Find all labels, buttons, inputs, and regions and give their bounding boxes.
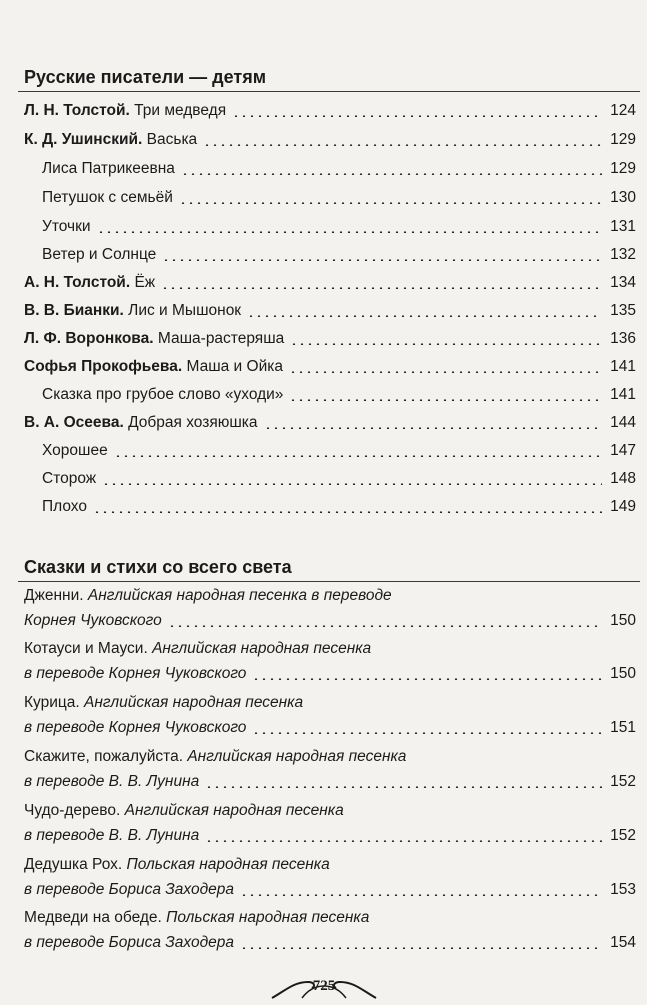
section-title: Сказки и стихи со всего света bbox=[24, 557, 292, 577]
entry-page: 134 bbox=[610, 274, 636, 291]
dot-leader bbox=[252, 678, 602, 680]
entry-title: Маша и Ойка bbox=[186, 358, 283, 375]
toc-entry bbox=[24, 745, 636, 794]
entry-page: 152 bbox=[610, 773, 636, 790]
entry-page: 129 bbox=[610, 131, 636, 148]
dot-leader bbox=[93, 511, 602, 513]
dot-leader bbox=[162, 259, 602, 261]
divider bbox=[18, 91, 640, 92]
entry-author: Л. Н. Толстой. bbox=[24, 102, 130, 119]
entry-page: 131 bbox=[610, 218, 636, 235]
dot-leader bbox=[247, 315, 602, 317]
entry-description: Английская народная песенка bbox=[84, 694, 304, 711]
dot-leader bbox=[181, 173, 602, 175]
dot-leader bbox=[240, 894, 602, 896]
entry-title: Дедушка Рох. bbox=[24, 856, 123, 873]
entry-description: Английская народная песенка bbox=[124, 802, 344, 819]
dot-leader bbox=[205, 786, 602, 788]
entry-page: 153 bbox=[610, 881, 636, 898]
entry-page: 141 bbox=[610, 386, 636, 403]
toc-entry bbox=[24, 691, 636, 740]
entry-title: Плохо bbox=[42, 498, 88, 515]
dot-leader bbox=[264, 427, 602, 429]
entry-description: Английская народная песенка bbox=[152, 640, 372, 657]
toc-entry bbox=[42, 439, 636, 465]
entry-title: Ветер и Солнце bbox=[42, 246, 157, 263]
dot-leader bbox=[205, 840, 602, 842]
dot-leader bbox=[102, 483, 602, 485]
entry-title: Сторож bbox=[42, 470, 97, 487]
entry-title: Васька bbox=[146, 131, 198, 148]
entry-page: 141 bbox=[610, 358, 636, 375]
entry-title: Курица. bbox=[24, 694, 80, 711]
entry-page: 148 bbox=[610, 470, 636, 487]
entry-author: Софья Прокофьева. bbox=[24, 358, 183, 375]
entry-description: в переводе В. В. Лунина bbox=[24, 773, 200, 790]
toc-entry bbox=[24, 906, 636, 955]
dot-leader bbox=[290, 343, 602, 345]
entry-description: в переводе Бориса Заходера bbox=[24, 881, 235, 898]
entry-author: В. А. Осеева. bbox=[24, 414, 124, 431]
entry-description: в переводе Бориса Заходера bbox=[24, 934, 235, 951]
entry-page: 151 bbox=[610, 719, 636, 736]
entry-page: 152 bbox=[610, 827, 636, 844]
entry-author: В. В. Бианки. bbox=[24, 302, 124, 319]
toc-entry bbox=[24, 299, 636, 325]
toc-entry bbox=[42, 495, 636, 521]
toc-entry bbox=[24, 799, 636, 848]
toc-entry bbox=[42, 383, 636, 409]
entry-description: Английская народная песенка в переводе bbox=[87, 587, 392, 604]
entry-title: Хорошее bbox=[42, 442, 108, 459]
page-number-ornament bbox=[268, 968, 380, 1000]
toc-entry bbox=[24, 853, 636, 902]
entry-page: 150 bbox=[610, 665, 636, 682]
entry-page: 154 bbox=[610, 934, 636, 951]
entry-title: Дженни. bbox=[24, 587, 84, 604]
toc-entry bbox=[42, 243, 636, 269]
toc-entry bbox=[42, 157, 636, 183]
entry-title: Лиса Патрикеевна bbox=[42, 160, 175, 177]
toc-entry bbox=[24, 411, 636, 437]
toc-entry bbox=[24, 327, 636, 353]
entry-title: Медведи на обеде. bbox=[24, 909, 162, 926]
entry-description: Корнея Чуковского bbox=[24, 612, 162, 629]
toc-entry bbox=[24, 128, 636, 154]
entry-description: Польская народная песенка bbox=[126, 856, 330, 873]
dot-leader bbox=[240, 947, 602, 949]
dot-leader bbox=[179, 202, 602, 204]
entry-page: 135 bbox=[610, 302, 636, 319]
entry-page: 124 bbox=[610, 102, 636, 119]
entry-page: 136 bbox=[610, 330, 636, 347]
entry-description: в переводе В. В. Лунина bbox=[24, 827, 200, 844]
entry-description: в переводе Корнея Чуковского bbox=[24, 665, 247, 682]
toc-entry bbox=[42, 186, 636, 212]
entry-page: 144 bbox=[610, 414, 636, 431]
toc-entry bbox=[24, 584, 636, 633]
entry-page: 150 bbox=[610, 612, 636, 629]
dot-leader bbox=[289, 399, 602, 401]
page-number: 725 bbox=[312, 978, 336, 994]
dot-leader bbox=[161, 287, 602, 289]
dot-leader bbox=[114, 455, 602, 457]
entry-author: Л. Ф. Воронкова. bbox=[24, 330, 154, 347]
entry-page: 130 bbox=[610, 189, 636, 206]
dot-leader bbox=[232, 115, 602, 117]
entry-description: в переводе Корнея Чуковского bbox=[24, 719, 247, 736]
dot-leader bbox=[252, 732, 602, 734]
section-title: Русские писатели — детям bbox=[24, 67, 267, 87]
entry-page: 132 bbox=[610, 246, 636, 263]
dot-leader bbox=[168, 625, 602, 627]
entry-author: К. Д. Ушинский. bbox=[24, 131, 143, 148]
entry-title: Чудо-дерево. bbox=[24, 802, 121, 819]
entry-title: Ёж bbox=[134, 274, 156, 291]
entry-title: Уточки bbox=[42, 218, 91, 235]
divider bbox=[18, 581, 640, 582]
entry-page: 149 bbox=[610, 498, 636, 515]
entry-title: Петушок с семьёй bbox=[42, 189, 173, 206]
toc-entry bbox=[24, 271, 636, 297]
entry-title: Котауси и Мауси. bbox=[24, 640, 148, 657]
entry-title: Добрая хозяюшка bbox=[128, 414, 258, 431]
entry-description: Английская народная песенка bbox=[187, 748, 407, 765]
entry-author: А. Н. Толстой. bbox=[24, 274, 131, 291]
entry-title: Лис и Мышонок bbox=[128, 302, 242, 319]
dot-leader bbox=[203, 144, 602, 146]
entry-title: Скажите, пожалуйста. bbox=[24, 748, 184, 765]
entry-page: 147 bbox=[610, 442, 636, 459]
toc-entry bbox=[24, 99, 636, 125]
dot-leader bbox=[97, 231, 602, 233]
entry-page: 129 bbox=[610, 160, 636, 177]
toc-entry bbox=[24, 637, 636, 686]
toc-entry bbox=[24, 355, 636, 381]
toc-entry bbox=[42, 467, 636, 493]
entry-description: Польская народная песенка bbox=[166, 909, 370, 926]
dot-leader bbox=[289, 371, 602, 373]
entry-title: Сказка про грубое слово «уходи» bbox=[42, 386, 284, 403]
toc-entry bbox=[42, 215, 636, 241]
entry-title: Три медведя bbox=[134, 102, 227, 119]
entry-title: Маша-растеряша bbox=[157, 330, 285, 347]
